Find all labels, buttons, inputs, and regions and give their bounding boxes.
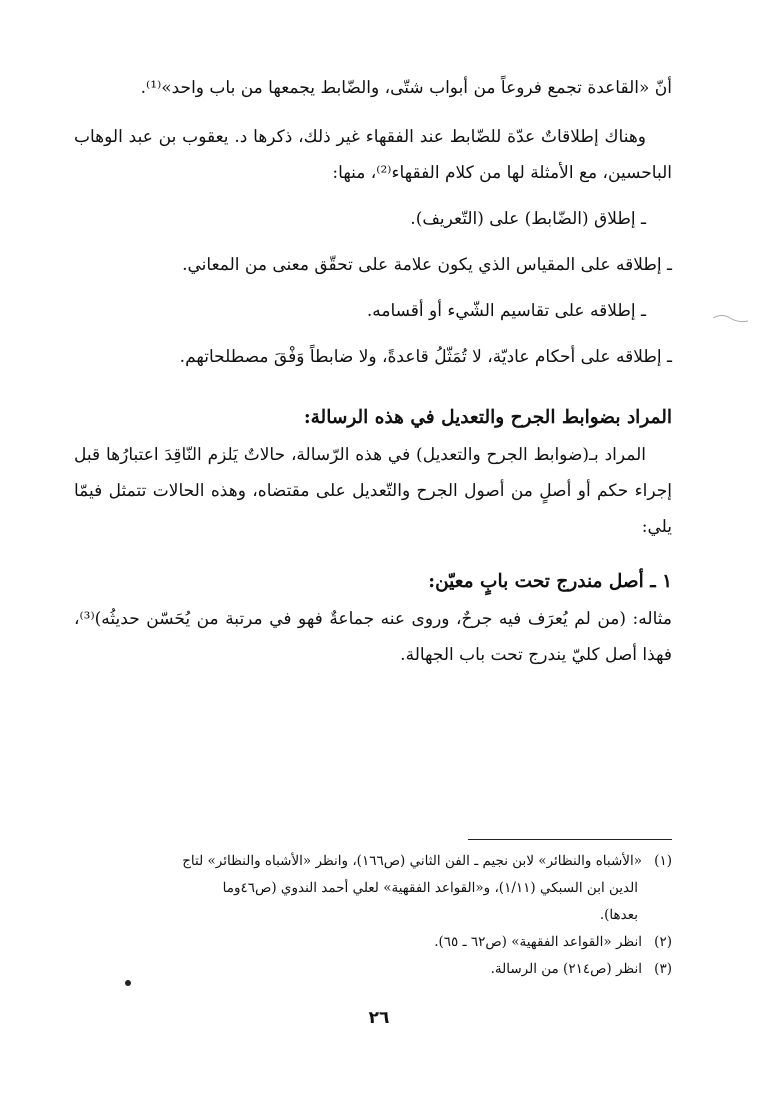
footnote-3-text: انظر (ص٢١٤) من الرسالة. — [490, 961, 642, 977]
list-item-rulings: ـ إطلاقه على أحكام عاديّة، لا تُمَثّلُ قاعدةً، ولا ضابطاً وَفْقَ مصطلحاتهم. — [179, 347, 672, 367]
page-number: ٢٦ — [368, 1008, 390, 1028]
footnote-separator — [468, 839, 672, 840]
footnote-3-number: (٣) — [654, 961, 672, 977]
ink-dot-icon — [125, 980, 131, 986]
footnote-2-text: انظر «القواعد الفقهية» (ص٦٢ ـ ٦٥). — [434, 934, 642, 950]
main-text — [74, 70, 672, 673]
list-item-divisions: ـ إطلاقه على تقاسيم الشّيء أو أقسامه. — [366, 301, 646, 321]
footnote-1-text: «الأشباه والنظائر» لابن نجيم ـ الفن الثاني (ص١٦٦)، وانظر «الأشباه والنظائر» لتاج — [182, 853, 642, 869]
subsection-heading: ١ ـ أصل مندرج تحت بابٍ معيّن: — [428, 571, 672, 592]
list-item-measure: ـ إطلاقه على المقياس الذي يكون علامة على تحقّق معنى من المعاني. — [182, 255, 672, 275]
list-item-definition: ـ إطلاق (الضّابط) على (التّعريف). — [410, 209, 646, 229]
footnote-1 — [74, 848, 672, 875]
paragraph-4: مثاله: (من لم يُعرَف فيه جرحٌ، وروى عنه جماعةٌ فهو في مرتبة من يُحَسّن حديثُه)⁽³⁾، فهذا أصل كليّ يندرج تحت باب الجهالة. — [74, 609, 672, 665]
section-heading: المراد بضوابط الجرح والتعديل في هذه الرسالة: — [303, 407, 672, 428]
margin-scribble-icon — [712, 312, 750, 326]
footnote-2-number: (٢) — [654, 934, 672, 950]
footnote-1-continuation-end: بعدها). — [599, 907, 638, 923]
footnote-1-continuation: الدين ابن السبكي (١/١١)، و«القواعد الفقهية» لعلي أحمد الندوي (ص٤٦وما — [222, 880, 638, 896]
paragraph-1: أنّ «القاعدة تجمع فروعاً من أبواب شتّى، والضّابط يجمعها من باب واحد»⁽¹⁾. — [140, 78, 672, 98]
footnotes — [74, 848, 672, 983]
footnote-3 — [74, 956, 672, 983]
paragraph-2: وهناك إطلاقاتٌ عدّة للضّابط عند الفقهاء غير ذلك، ذكرها د. يعقوب بن عبد الوهاب الباحسين، مع الأمثلة لها من كلام الفقهاء⁽²⁾، منها: — [74, 127, 672, 183]
paragraph-3: المراد بـ(ضوابط الجرح والتعديل) في هذه الرّسالة، حالاتٌ يَلزم النّاقِدَ اعتبارُها قبل إجراء حكم أو أصلٍ من أصول الجرح والتّعديل على مقتضاه، وهذه الحالات تتمثل فيمّا يلي: — [74, 445, 672, 537]
footnote-2 — [74, 929, 672, 956]
footnote-1-number: (١) — [654, 853, 672, 869]
